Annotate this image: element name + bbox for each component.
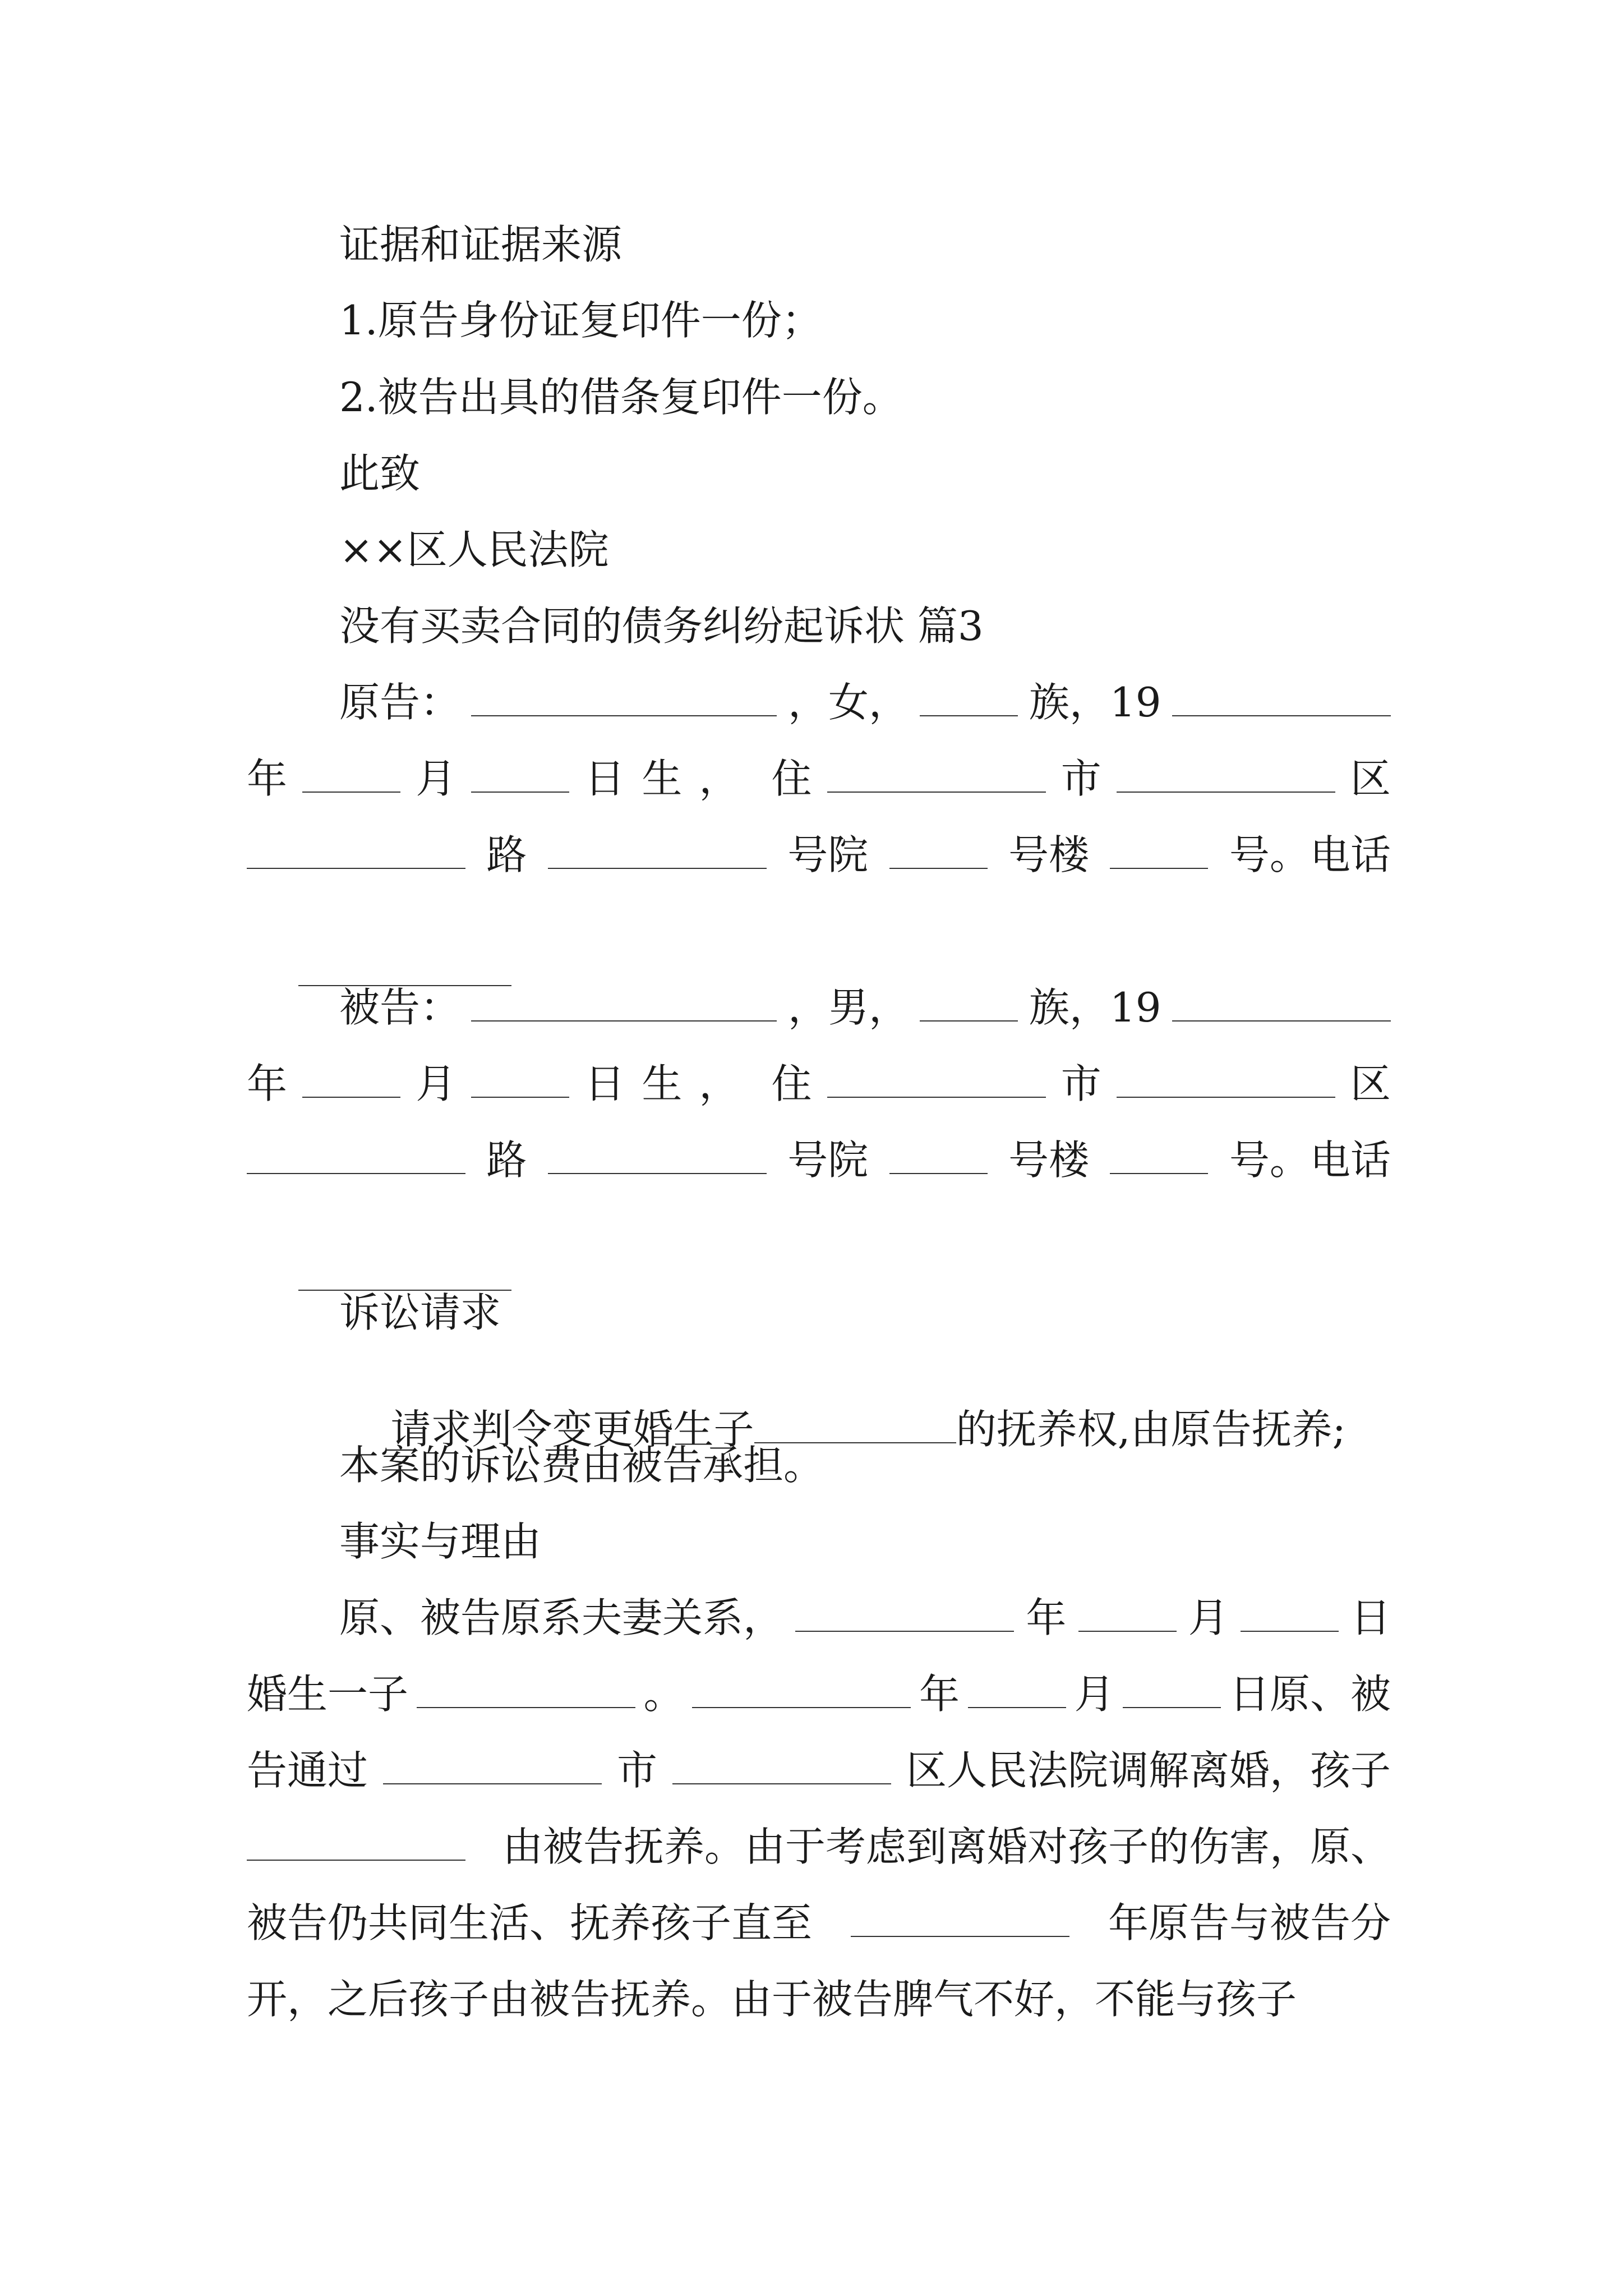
defendant-line-3 [247,1137,1391,1184]
plaintiff-road-label: 路 [486,831,527,878]
defendant-road-blank [247,1169,465,1174]
facts-line-5-text: 被告仍共同生活、抚养孩子直至 [247,1899,813,1947]
plaintiff-day-blank [471,788,569,793]
defendant-road-label: 路 [486,1137,527,1184]
facts-heading: 事实与理由 [339,1518,542,1565]
facts-line-2-text: 婚生一子 [247,1671,409,1718]
facts-child-blank [247,1856,465,1861]
claims-item-1-suffix: 的抚养权,由原告抚养; [956,1406,1346,1453]
defendant-line-1 [339,984,1391,1031]
facts-line-3 [247,1747,1391,1794]
facts-line-6: 开，之后孩子由被告抚养。由于被告脾气不好，不能与孩子 [247,1976,1297,2023]
plaintiff-line-2 [247,755,1391,802]
defendant-day-blank [471,1093,569,1098]
facts-line-4 [247,1823,1391,1870]
defendant-building-label: 号楼 [1008,1137,1090,1184]
defendant-ethnicity-blank [920,1016,1018,1022]
evidence-item-1: 1.原告身份证复印件一份； [339,297,822,344]
defendant-yard-label: 号院 [787,1137,869,1184]
defendant-gender: ，男， [787,984,909,1031]
facts-line-1 [339,1594,1391,1641]
facts-year-label: 年 [1026,1594,1067,1641]
plaintiff-city-label: 市 [1061,755,1101,802]
facts-line-5-end: 年原告与被告分 [1108,1899,1391,1947]
evidence-heading: 证据和证据来源 [339,221,623,268]
facts-line-3-end: 区人民法院调解离婚，孩子 [906,1747,1391,1794]
facts-line-2 [247,1671,1391,1718]
plaintiff-road-blank [247,864,465,869]
facts-line-2-end: 日原、被 [1229,1671,1391,1718]
claims-item-1-prefix: 请求判令变更婚生子 [390,1406,754,1453]
facts-line-1-text: 原、被告原系夫妻关系， [339,1594,784,1641]
defendant-year-label: 年 [247,1060,288,1107]
claims-item-2: 本案的诉讼费由被告承担。 [339,1442,824,1489]
facts-separation-year-blank [851,1932,1069,1937]
plaintiff-birth-year-blank [1172,711,1391,716]
facts-line-5 [247,1899,1391,1947]
evidence-item-2: 2.被告出具的借条复印件一份。 [339,374,903,421]
plaintiff-ethnicity-blank [920,711,1018,716]
defendant-month-blank [302,1093,400,1098]
facts-day-label: 日 [1350,1594,1391,1641]
plaintiff-day-label: 日生， [584,755,757,802]
facts-court-city-blank [383,1779,602,1784]
facts-divorce-year-label: 年 [919,1671,960,1718]
plaintiff-month-label: 月 [416,755,457,802]
claims-heading: 诉讼请求 [339,1289,501,1336]
facts-period: 。 [643,1671,684,1718]
facts-child-name-blank [417,1703,635,1708]
defendant-day-label: 日生， [584,1060,757,1107]
defendant-yard-blank [548,1169,767,1174]
plaintiff-building-blank [889,864,988,869]
plaintiff-label: 原告： [339,679,461,726]
defendant-phone-label: 号。电话 [1229,1137,1391,1184]
facts-line-3-text: 告通过 [247,1747,368,1794]
plaintiff-yard-label: 号院 [787,831,869,878]
defendant-label: 被告： [339,984,461,1031]
plaintiff-month-blank [302,788,400,793]
facts-divorce-month-label: 月 [1074,1671,1115,1718]
facts-marriage-month-blank [1078,1627,1177,1632]
defendant-name-blank [471,1016,777,1022]
plaintiff-ethnicity: 族，19 [1029,679,1161,726]
defendant-ethnicity: 族，19 [1029,984,1161,1031]
facts-divorce-day-blank [1123,1703,1221,1708]
facts-court-district-blank [672,1779,891,1784]
defendant-city-label: 市 [1061,1060,1101,1107]
plaintiff-yard-blank [548,864,767,869]
plaintiff-year-label: 年 [247,755,288,802]
defendant-room-blank [1110,1169,1208,1174]
facts-marriage-year-blank [795,1627,1014,1632]
plaintiff-building-label: 号楼 [1008,831,1090,878]
section-title: 没有买卖合同的债务纠纷起诉状 篇3 [339,602,984,650]
facts-divorce-month-blank [968,1703,1066,1708]
defendant-line-2 [247,1060,1391,1107]
defendant-month-label: 月 [416,1060,457,1107]
plaintiff-district-label: 区 [1350,755,1391,802]
defendant-building-blank [889,1169,988,1174]
plaintiff-room-blank [1110,864,1208,869]
plaintiff-gender: ，女， [787,679,909,726]
plaintiff-district-blank [1117,788,1335,793]
plaintiff-name-blank [471,711,777,716]
plaintiff-phone-label: 号。电话 [1229,831,1391,878]
facts-city-label: 市 [616,1747,657,1794]
defendant-district-label: 区 [1350,1060,1391,1107]
defendant-district-blank [1117,1093,1335,1098]
defendant-birth-year-blank [1172,1016,1391,1022]
plaintiff-line-3 [247,831,1391,878]
closing-court: ××区人民法院 [339,526,609,573]
defendant-city-blank [827,1093,1046,1098]
facts-line-4-text: 由被告抚养。由于考虑到离婚对孩子的伤害，原、 [502,1823,1391,1870]
facts-month-label: 月 [1188,1594,1229,1641]
plaintiff-line-1 [339,679,1391,726]
defendant-live-label: 住 [771,1060,812,1107]
facts-divorce-year-blank [692,1703,911,1708]
facts-marriage-day-blank [1241,1627,1339,1632]
plaintiff-live-label: 住 [771,755,812,802]
closing-salutation: 此致 [339,450,421,497]
plaintiff-city-blank [827,788,1046,793]
